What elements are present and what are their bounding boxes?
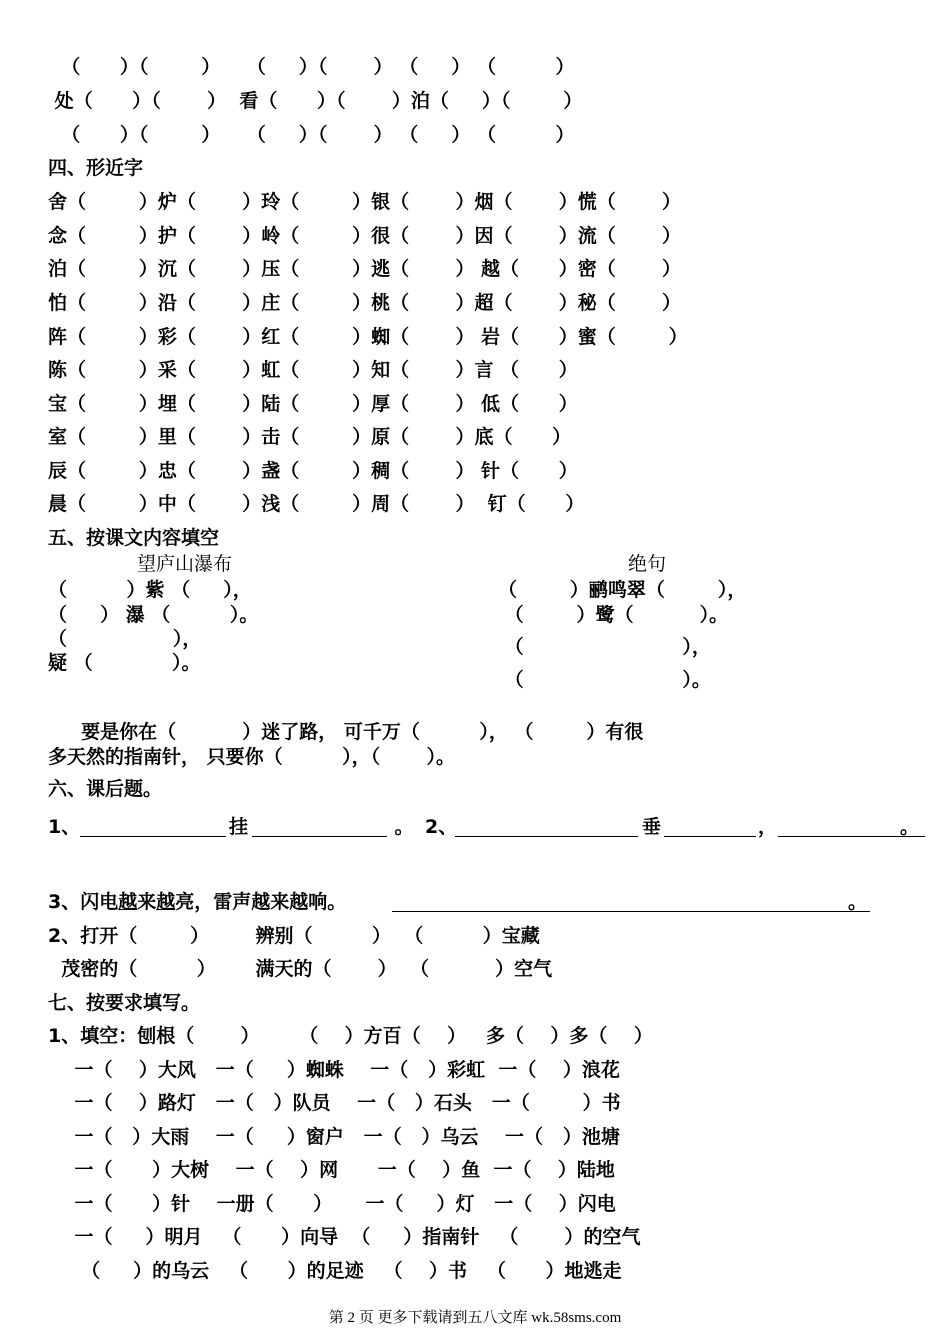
section-7-row: （ ）的乌云 （ ）的足迹 （ ）书 （ ）地逃走 xyxy=(48,1260,622,1282)
section-4-row: 晨（ ）中（ ）浅（ ）周（ ） 钉（ ） xyxy=(48,493,585,515)
q2-blank-middle[interactable] xyxy=(664,836,756,837)
section-4-row: 泊（ ）沉（ ）压（ ）逃（ ） 越（ ）密（ ） xyxy=(48,258,682,280)
q3-underlined: 越 xyxy=(118,891,138,913)
section-6-row-a: 2、打开（ ） 辨别（ ） （ ）宝藏 xyxy=(48,925,540,947)
q1-number: 1、 xyxy=(48,816,81,838)
poem-2-title: 绝句 xyxy=(628,553,667,575)
section-7-row: 一（ ）明月 （ ）向导 （ ）指南针 （ ）的空气 xyxy=(48,1226,641,1248)
section-4-title: 四、形近字 xyxy=(48,157,144,179)
poem-1-line: （ ）， xyxy=(48,628,202,650)
poem-1-line: 疑 （ ）。 xyxy=(48,652,201,674)
poem-2-line: （ ）。 xyxy=(498,669,711,691)
q3-blank[interactable] xyxy=(392,911,870,912)
q3-end: 。 xyxy=(848,891,868,913)
section-7-row: 一（ ）路灯 一（ ）队员 一（ ）石头 一（ ）书 xyxy=(48,1092,621,1114)
section-4-row: 念（ ）护（ ）岭（ ）很（ ）因（ ）流（ ） xyxy=(48,225,682,247)
section-7-row: 一（ ）大树 一（ ）网 一（ ）鱼 一（ ）陆地 xyxy=(48,1159,615,1181)
section-7-row: 1、填空：刨根（ ） （ ）方百（ ） 多（ ）多（ ） xyxy=(48,1025,653,1047)
poem-1-line: （ ）紫 （ ）， xyxy=(48,579,252,601)
q3-text xyxy=(48,890,346,914)
section-4-row: 宝（ ）埋（ ）陆（ ）厚（ ） 低（ ） xyxy=(48,393,578,415)
section-7-row: 一（ ）大风 一（ ）蜘蛛 一（ ）彩虹 一（ ）浪花 xyxy=(48,1059,620,1081)
section-4-row: 陈（ ）采（ ）虹（ ）知（ ）言 （ ） xyxy=(48,359,578,381)
paragraph-line-1: 要是你在（ ）迷了路， 可千万（ ）， （ ）有很 xyxy=(48,721,644,743)
section-5-title: 五、按课文内容填空 xyxy=(48,527,220,549)
q2-comma: ， xyxy=(758,816,778,838)
q2-number: 2、 xyxy=(425,816,458,838)
section-4-row: 室（ ）里（ ）击（ ）原（ ）底（ ） xyxy=(48,426,572,448)
section-4-row: 怕（ ）沿（ ）庄（ ）桃（ ）超（ ）秘（ ） xyxy=(48,292,682,314)
q2-blank-left[interactable] xyxy=(455,836,638,837)
q3-part: 亮，雷声越来越响。 xyxy=(175,891,347,913)
poem-1-line: （ ） 瀑 （ ）。 xyxy=(48,604,259,626)
q1-end: 。 xyxy=(388,816,414,838)
section-7-row: 一（ ）针 一册（ ） 一（ ）灯 一（ ）闪电 xyxy=(48,1193,616,1215)
q1-blank-left[interactable] xyxy=(80,836,226,837)
section-4-row: 辰（ ）忠（ ）盏（ ）稠（ ） 针（ ） xyxy=(48,460,578,482)
page-footer: 第 2 页 更多下载请到五八文库 wk.58sms.com xyxy=(328,1310,622,1326)
section-7-row: 一（ ）大雨 一（ ）窗户 一（ ）乌云 一（ ）池塘 xyxy=(48,1126,620,1148)
section-4-row: 舍（ ）炉（ ）玲（ ）银（ ）烟（ ）慌（ ） xyxy=(48,191,682,213)
section-6-title: 六、课后题。 xyxy=(48,778,163,800)
poem-2-line: （ ）鹂鸣翠（ ）， xyxy=(498,579,747,601)
q3-part: 来 xyxy=(137,891,157,913)
q2-word: 垂 xyxy=(642,816,662,838)
poem-1-title: 望庐山瀑布 xyxy=(137,553,233,575)
q1-blank-right[interactable] xyxy=(252,836,387,837)
section-7-title: 七、按要求填写。 xyxy=(48,992,201,1014)
q2-end: 。 xyxy=(900,816,920,838)
poem-2-line: （ ）， xyxy=(498,636,711,658)
poem-2-line: （ ）鹭（ ）。 xyxy=(498,604,729,626)
section-6-row-b: 茂密的（ ） 满天的（ ） （ ）空气 xyxy=(48,958,553,980)
q3-underlined: 越 xyxy=(156,891,176,913)
top-row-2: 处（ ）（ ） 看（ ）（ ）泊（ ）（ ） xyxy=(48,90,583,112)
paragraph-line-2: 多天然的指南针， 只要你（ ），（ ）。 xyxy=(48,746,455,768)
section-4-row: 阵（ ）彩（ ）红（ ）蜘（ ） 岩（ ）蜜（ ） xyxy=(48,326,688,348)
q1-word: 挂 xyxy=(229,816,249,838)
top-row-3: （ ）（ ） （ ）（ ） （ ） （ ） xyxy=(48,124,575,146)
q3-part: 3、闪电 xyxy=(48,891,119,913)
top-row-1: （ ）（ ） （ ）（ ） （ ） （ ） xyxy=(48,56,575,78)
